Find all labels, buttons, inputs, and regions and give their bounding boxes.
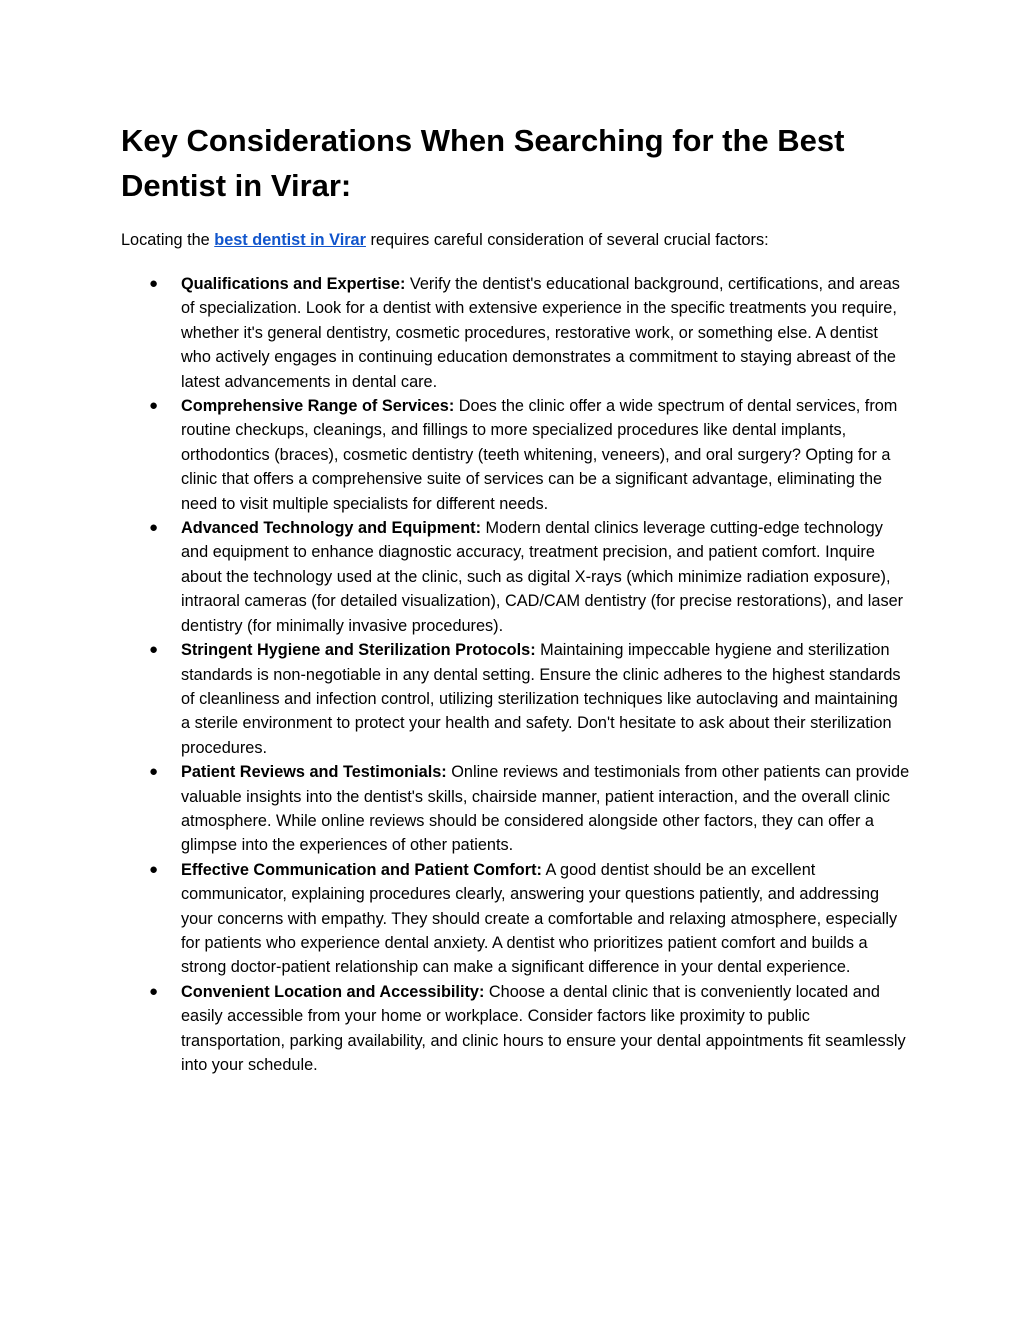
intro-paragraph (121, 228, 769, 252)
intro-text-before: Locating the (121, 231, 215, 249)
list-item (121, 638, 911, 760)
item-label: Convenient Location and Accessibility: (181, 982, 485, 1001)
list-item (121, 760, 911, 858)
item-text: A good dentist should be an excellent communicator, explaining procedures clearly, answering your questions patiently, and addressing your concerns with empathy. They should create a comfortable and relaxing atmosphere, especially for patients who experience dental anxiety. A dentist who prioritizes patient comfort and builds a strong doctor-patient relationship can make a significant difference in your dental experience. (181, 860, 898, 977)
item-label: Effective Communication and Patient Comfort: (181, 860, 542, 879)
considerations-list (121, 272, 911, 1077)
item-text: Verify the dentist's educational background, certifications, and areas of specialization. Look for a dentist with extensive experience in the specific treatments you require, whether it's general dentistry, cosmetic procedures, restorative work, or something else. A dentist who actively engages in continuing education demonstrates a commitment to staying abreast of the latest advancements in dental care. (181, 275, 900, 391)
bullet-icon: ● (149, 982, 159, 1000)
item-text: Online reviews and testimonials from other patients can provide valuable insights into the dentist's skills, chairside manner, patient interaction, and the overall clinic atmosphere. While online reviews should be considered alongside other factors, they can offer a glimpse into the experiences of other patients. (181, 763, 910, 855)
item-label: Stringent Hygiene and Sterilization Protocols: (181, 641, 536, 660)
item-text: Does the clinic offer a wide spectrum of dental services, from routine checkups, cleanings, and fillings to more specialized procedures like dental implants, orthodontics (braces), cosmetic dentistry (teeth whitening, veneers), and oral surgery? Opting for a clinic that offers a comprehensive suite of services can be a significant advantage, eliminating the need to visit multiple specialists for different needs. (181, 397, 898, 513)
item-text: Modern dental clinics leverage cutting-edge technology and equipment to enhance diagnostic accuracy, treatment precision, and patient comfort. Inquire about the technology used at the clinic, such as digital X-rays (which minimize radiation exposure), intraoral cameras (for detailed visualization), CAD/CAM dentistry (for precise restorations), and laser dentistry (for minimally invasive procedures). (181, 519, 904, 635)
bullet-icon: ● (149, 641, 159, 659)
bullet-icon: ● (149, 397, 159, 415)
bullet-icon: ● (149, 519, 159, 537)
item-label: Patient Reviews and Testimonials: (181, 763, 447, 782)
bullet-icon: ● (149, 275, 159, 292)
item-label: Comprehensive Range of Services: (181, 397, 455, 416)
page-title: Key Considerations When Searching for the Best Dentist in Virar: (121, 123, 845, 203)
bullet-icon: ● (149, 860, 159, 878)
bullet-icon: ● (149, 763, 159, 781)
list-item (121, 858, 911, 980)
list-item (121, 516, 911, 638)
best-dentist-link[interactable]: best dentist in Virar (214, 231, 366, 249)
item-text: Choose a dental clinic that is conveniently located and easily accessible from your home or workplace. Consider factors like proximity to public transportation, parking availability, and clinic hours to ensure your dental appointments fit seamlessly into your schedule. (181, 982, 906, 1074)
list-item (121, 272, 911, 394)
intro-text-after: requires careful consideration of several crucial factors: (365, 231, 769, 249)
item-text: Maintaining impeccable hygiene and sterilization standards is non-negotiable in any dental setting. Ensure the clinic adheres to the highest standards of cleanliness and infection control, utilizing sterilization techniques like autoclaving and maintaining a sterile environment to protect your health and safety. Don't hesitate to ask about their sterilization procedures. (181, 641, 901, 757)
document-page (121, 118, 911, 1074)
item-label: Qualifications and Expertise: (181, 275, 406, 293)
item-label: Advanced Technology and Equipment: (181, 519, 482, 538)
list-item (121, 980, 911, 1078)
list-item (121, 394, 911, 516)
